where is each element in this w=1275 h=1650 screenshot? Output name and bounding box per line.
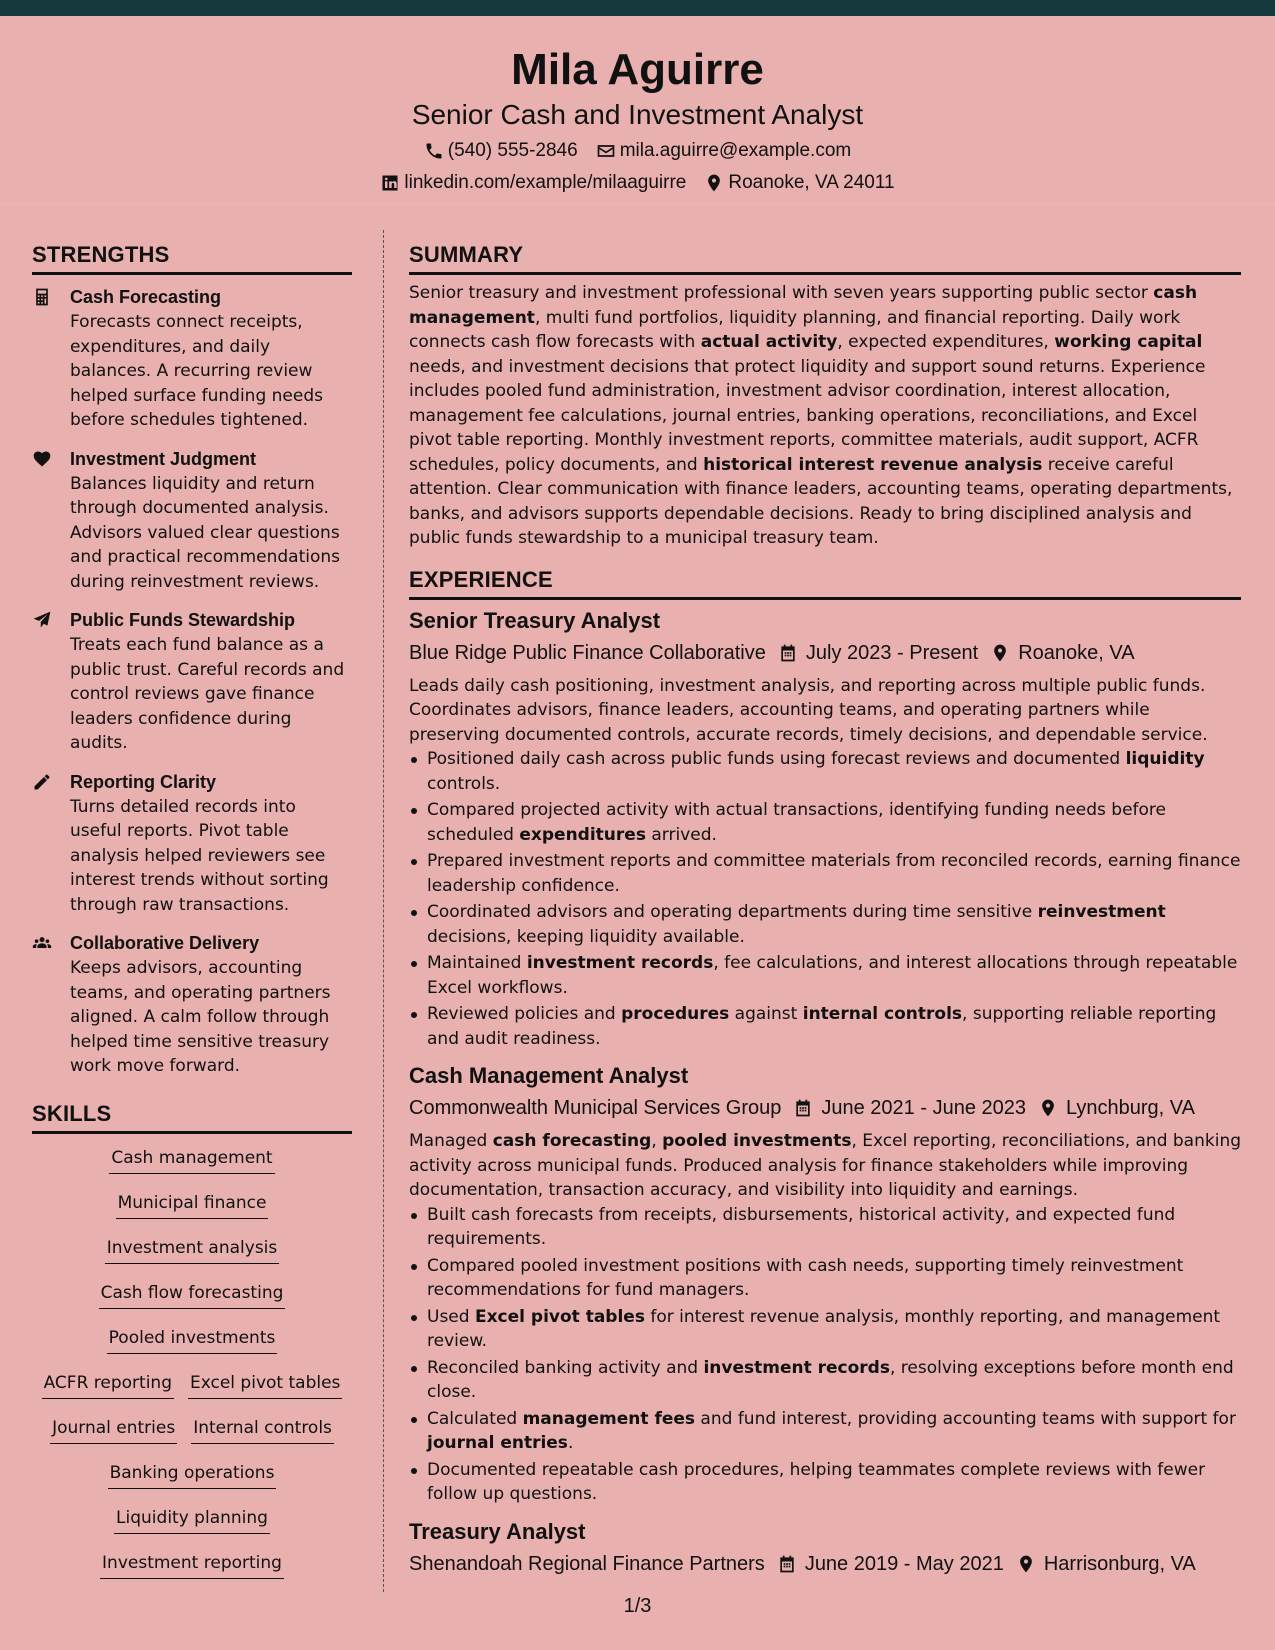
job-location-text: Harrisonburg, VA	[1043, 1552, 1196, 1575]
emphasis-text: internal controls	[802, 1004, 963, 1024]
strength-item	[32, 931, 352, 1079]
job-location-text: Roanoke, VA	[1018, 641, 1135, 664]
skill-tag: Municipal finance	[116, 1191, 269, 1219]
strength-item	[32, 447, 352, 595]
job-meta	[409, 1093, 1241, 1123]
experience-heading: EXPERIENCE	[409, 565, 1241, 600]
text-run: Used	[427, 1306, 475, 1327]
job-dates-text: June 2021 - June 2023	[821, 1097, 1026, 1119]
pencil-icon	[32, 772, 52, 792]
job-bullet	[409, 1305, 1241, 1354]
strength-text: Keeps advisors, accounting teams, and operating partners aligned. A calm follow through helped time sensitive treasury work move forward.	[70, 958, 331, 1076]
map-marker-icon	[990, 643, 1010, 663]
skill-tag: Excel pivot tables	[188, 1371, 342, 1399]
job-company: Commonwealth Municipal Services Group	[409, 1097, 782, 1119]
job-bullet	[409, 951, 1241, 1000]
job-dates	[778, 638, 978, 668]
phone-icon	[424, 141, 444, 161]
emphasis-text: Excel pivot tables	[474, 1306, 645, 1327]
job-dates	[777, 1549, 1004, 1579]
strength-title: Cash Forecasting	[70, 287, 222, 307]
skill-tag: ACFR reporting	[42, 1371, 174, 1399]
job-description	[409, 1129, 1241, 1203]
experience-list	[409, 606, 1241, 1579]
text-run: Documented repeatable cash procedures, helping teammates complete reviews with fewer follow up questions.	[427, 1459, 1206, 1504]
emphasis-text: reinvestment	[1037, 902, 1166, 922]
emphasis-text: historical interest revenue analysis	[703, 454, 1043, 475]
text-run: Compared projected activity with actual transactions, identifying funding needs before scheduled	[427, 800, 1166, 845]
summary-heading: SUMMARY	[409, 240, 1241, 275]
location-text: Roanoke, VA 24011	[728, 172, 895, 193]
job-location	[990, 638, 1134, 668]
phone-contact[interactable]	[424, 138, 578, 164]
resume-header	[0, 16, 1275, 204]
email-contact[interactable]	[596, 138, 852, 164]
job-bullet	[409, 1203, 1241, 1252]
skill-tag: Cash management	[109, 1146, 274, 1174]
strengths-heading: STRENGTHS	[32, 240, 352, 275]
strength-item	[32, 608, 352, 756]
linkedin-icon	[380, 173, 400, 193]
column-divider	[383, 230, 384, 1592]
envelope-icon	[596, 141, 616, 161]
job-bullets	[409, 1203, 1241, 1507]
text-run: controls.	[427, 773, 501, 794]
text-run: Compared pooled investment positions with cash needs, supporting timely reinvestment recommendations for fund managers.	[427, 1255, 1184, 1300]
text-run: Managed	[409, 1131, 493, 1151]
strength-title: Investment Judgment	[70, 448, 257, 469]
skill-row	[32, 1506, 352, 1551]
strength-text: Balances liquidity and return through documented analysis. Advisors valued clear questions and practical recommendations during reinvestment reviews.	[70, 473, 341, 592]
text-run: Coordinated advisors and operating departments during time sensitive	[427, 902, 1038, 922]
calculator-icon	[32, 287, 52, 307]
linkedin-contact[interactable]	[380, 170, 686, 196]
text-run: Built cash forecasts from receipts, disbursements, historical activity, and expected fund requirements.	[427, 1204, 1176, 1249]
job-bullet	[409, 900, 1241, 949]
strength-icon-wrap	[32, 608, 70, 756]
job-title: Treasury Analyst	[409, 1518, 586, 1544]
skill-tag: Internal controls	[191, 1416, 334, 1444]
strength-item	[32, 285, 352, 433]
emphasis-text: working capital	[1054, 332, 1203, 352]
job-title: Senior Treasury Analyst	[409, 607, 661, 633]
text-run: Reconciled banking activity and	[427, 1357, 704, 1378]
email-text: mila.aguirre@example.com	[619, 140, 852, 161]
text-run: against	[729, 1004, 803, 1024]
text-run: and fund interest, providing accounting teams with support for	[695, 1408, 1236, 1429]
page-indicator: 1/3	[623, 1595, 652, 1617]
skill-row	[32, 1551, 352, 1596]
skill-row	[32, 1146, 352, 1191]
job-company: Blue Ridge Public Finance Collaborative	[409, 641, 766, 664]
strength-text: Forecasts connect receipts, expenditures, and daily balances. A recurring review helped surface funding needs before schedules tightened.	[70, 312, 323, 430]
job-bullet	[409, 1254, 1241, 1303]
strength-text: Treats each fund balance as a public trust. Careful records and control reviews gave finance leaders confidence during audits.	[70, 635, 345, 753]
strength-icon-wrap	[32, 285, 70, 433]
emphasis-text: management fees	[522, 1408, 696, 1429]
strength-item	[32, 770, 352, 918]
job-dates-text: June 2019 - May 2021	[804, 1552, 1004, 1575]
strength-icon-wrap	[32, 931, 70, 1079]
skill-tag: Pooled investments	[107, 1326, 278, 1354]
skill-row	[32, 1236, 352, 1281]
strength-title: Reporting Clarity	[70, 771, 217, 792]
skills-list	[32, 1146, 352, 1596]
text-run: Calculated	[427, 1408, 523, 1429]
map-marker-icon	[704, 173, 724, 193]
job-dates	[793, 1093, 1026, 1123]
job-bullet	[409, 1458, 1241, 1507]
calendar-icon	[793, 1098, 813, 1118]
map-marker-icon	[1038, 1098, 1058, 1118]
summary-text	[409, 281, 1241, 551]
text-run: Senior treasury and investment professional with seven years supporting public sector	[409, 283, 1154, 303]
text-run: receive careful attention. Clear communication with finance leaders, accounting teams, operating departments, banks, and advisors supports dependable decisions. Ready to bring disciplined analysis and public funds stewardship to a municipal treasury team.	[409, 454, 1233, 548]
job-bullets	[409, 747, 1241, 1051]
location-contact	[704, 170, 894, 196]
text-run: , supporting reliable reporting and audit readiness.	[427, 1004, 1217, 1049]
left-column	[32, 240, 352, 1596]
skill-tag: Investment analysis	[105, 1236, 280, 1264]
right-column	[409, 240, 1241, 1579]
job-bullet	[409, 798, 1241, 847]
emphasis-text: expenditures	[519, 824, 646, 845]
emphasis-text: cash forecasting	[492, 1131, 652, 1151]
emphasis-text: cash management	[409, 283, 1198, 328]
calendar-icon	[777, 1554, 797, 1574]
heart-icon	[32, 449, 52, 469]
text-run: ,	[651, 1131, 663, 1151]
job-meta	[409, 1549, 1241, 1579]
text-run: , fee calculations, and interest allocations through repeatable Excel workflows.	[427, 953, 1238, 998]
skill-row	[32, 1191, 352, 1236]
linkedin-text: linkedin.com/example/milaaguirre	[404, 172, 687, 193]
strength-text: Turns detailed records into useful reports. Pivot table analysis helped reviewers see interest trends without sorting through raw transactions.	[70, 796, 329, 915]
text-run: .	[567, 1433, 574, 1453]
job-bullet	[409, 747, 1241, 796]
skill-row	[32, 1371, 352, 1416]
strengths-list	[32, 285, 352, 1079]
job-location	[1016, 1549, 1196, 1579]
candidate-title: Senior Cash and Investment Analyst	[411, 99, 864, 130]
emphasis-text: pooled investments	[662, 1131, 852, 1151]
skill-tag: Journal entries	[50, 1416, 177, 1444]
text-run: , expected expenditures,	[837, 332, 1055, 352]
strength-body	[70, 285, 352, 433]
top-accent-bar	[0, 0, 1275, 16]
paper-plane-icon	[32, 610, 52, 630]
job-description	[409, 674, 1241, 748]
job-location	[1038, 1093, 1195, 1123]
job-entry	[409, 606, 1241, 1052]
job-title: Cash Management Analyst	[409, 1063, 689, 1088]
text-run: Leads daily cash positioning, investment analysis, and reporting across multiple public funds. Coordinates advisors, finance leaders, accounting teams, and operating partners while preserving documented controls, accurate records, timely decisions, and dependable service.	[409, 675, 1208, 745]
strength-icon-wrap	[32, 447, 70, 595]
skill-row	[32, 1461, 352, 1506]
strength-body	[70, 770, 352, 918]
text-run: arrived.	[645, 824, 717, 845]
emphasis-text: investment records	[526, 953, 714, 973]
strength-body	[70, 931, 352, 1079]
text-run: for interest revenue analysis, monthly reporting, and management review.	[427, 1306, 1221, 1351]
contact-row-1	[0, 138, 1275, 164]
strength-body	[70, 608, 352, 756]
calendar-icon	[778, 643, 798, 663]
map-marker-icon	[1016, 1554, 1036, 1574]
text-run: , Excel reporting, reconciliations, and banking activity across municipal funds. Produced analysis for finance stakeholders while improving documentation, transaction accuracy, and visibility into liquidity and earnings.	[409, 1131, 1242, 1200]
emphasis-text: actual activity	[700, 332, 838, 352]
job-company: Shenandoah Regional Finance Partners	[409, 1552, 765, 1575]
emphasis-text: investment records	[703, 1357, 890, 1378]
skill-tag: Banking operations	[108, 1461, 277, 1489]
text-run: Positioned daily cash across public funds using forecast reviews and documented	[427, 749, 1126, 769]
job-dates-text: July 2023 - Present	[805, 641, 979, 664]
job-bullet	[409, 1002, 1241, 1051]
text-run: needs, and investment decisions that protect liquidity and support sound returns. Experience includes pooled fund administration, investment advisor coordination, interest allocation, management fee calculations, journal entries, banking operations, reconciliations, and Excel pivot table reporting. Monthly investment reports, committee materials, audit support, ACFR schedules, policy documents, and	[409, 356, 1206, 475]
text-run: , multi fund portfolios, liquidity planning, and financial reporting. Daily work connects cash flow forecasts with	[409, 307, 1181, 352]
candidate-name: Mila Aguirre	[511, 45, 764, 94]
job-bullet	[409, 1356, 1241, 1405]
contact-row-2	[0, 170, 1275, 196]
job-entry	[409, 1517, 1241, 1579]
phone-text: (540) 555-2846	[447, 140, 578, 161]
text-run: Reviewed policies and	[427, 1004, 622, 1024]
job-bullet	[409, 1407, 1241, 1456]
emphasis-text: journal entries	[427, 1433, 568, 1453]
job-bullet	[409, 849, 1241, 898]
users-icon	[32, 933, 52, 953]
strength-icon-wrap	[32, 770, 70, 918]
text-run: , resolving exceptions before month end close.	[427, 1357, 1234, 1402]
text-run: decisions, keeping liquidity available.	[427, 926, 745, 947]
skill-row	[32, 1416, 352, 1461]
emphasis-text: liquidity	[1125, 749, 1205, 769]
strength-title: Collaborative Delivery	[70, 933, 260, 953]
skill-tag: Liquidity planning	[114, 1506, 270, 1534]
job-location-text: Lynchburg, VA	[1065, 1097, 1195, 1119]
skill-tag: Investment reporting	[100, 1551, 284, 1579]
text-run: Prepared investment reports and committee materials from reconciled records, earning finance leadership confidence.	[427, 851, 1241, 896]
job-entry	[409, 1061, 1241, 1507]
strength-body	[70, 447, 352, 595]
strength-title: Public Funds Stewardship	[70, 610, 296, 630]
skills-heading: SKILLS	[32, 1099, 352, 1134]
skill-row	[32, 1326, 352, 1371]
text-run: Maintained	[427, 953, 527, 973]
skill-tag: Cash flow forecasting	[99, 1281, 286, 1309]
emphasis-text: procedures	[621, 1004, 730, 1024]
skill-row	[32, 1281, 352, 1326]
job-meta	[409, 638, 1241, 668]
